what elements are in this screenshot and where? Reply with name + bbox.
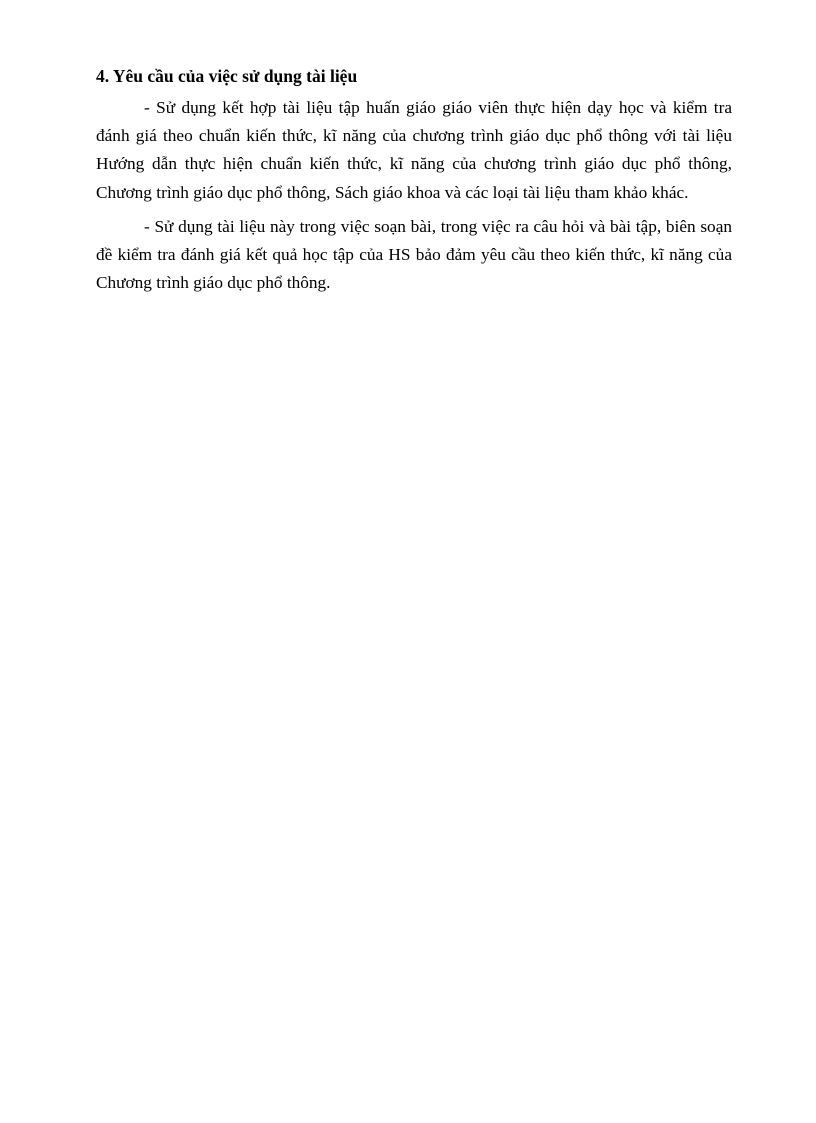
paragraph-usage-combination: - Sử dụng kết hợp tài liệu tập huấn giáo giáo viên thực hiện dạy học và kiểm tra đánh giá theo chuẩn kiến thức, kĩ năng của chương trình giáo dục phổ thông với tài liệu Hướng dẫn thực hiện chuẩn kiến thức, kĩ năng của chương trình giáo dục phổ thông, Chương trình giáo dục phổ thông, Sách giáo khoa và các loại tài liệu tham khảo khác. bbox=[96, 98, 732, 202]
section-heading: 4. Yêu cầu của việc sử dụng tài liệu bbox=[96, 66, 358, 86]
document-page bbox=[96, 62, 732, 303]
paragraph-usage-lesson-prep: - Sử dụng tài liệu này trong việc soạn bài, trong việc ra câu hỏi và bài tập, biên soạn đề kiểm tra đánh giá kết quả học tập của HS bảo đảm yêu cầu theo kiến thức, kĩ năng của Chương trình giáo dục phổ thông. bbox=[96, 216, 732, 293]
